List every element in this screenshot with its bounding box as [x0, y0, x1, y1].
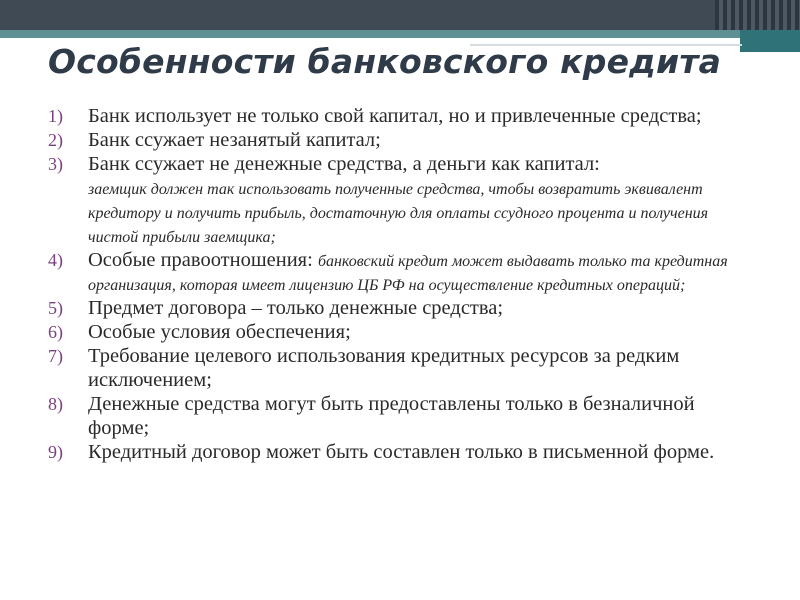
list-item [48, 392, 760, 440]
header-bar [0, 0, 800, 30]
item-note: банковский кредит может выдавать только та кредитная организация, которая имеет лицензию ЦБ РФ на осуществление кредитных операций; [88, 253, 728, 294]
item-body [88, 152, 760, 248]
item-number: 1) [48, 106, 63, 126]
item-number: 2) [48, 130, 63, 150]
list-item [48, 104, 760, 128]
item-number: 7) [48, 346, 63, 366]
item-text: Денежные средства могут быть предоставлены только в безналичной форме; [88, 393, 695, 439]
list-item [48, 128, 760, 152]
item-text: Требование целевого использования кредитных ресурсов за редким исключением; [88, 345, 680, 391]
item-number: 9) [48, 442, 63, 462]
teal-corner-block [740, 30, 800, 52]
header-accent-stripes [715, 0, 800, 30]
item-number: 8) [48, 394, 63, 414]
item-number: 5) [48, 298, 63, 318]
list-item [48, 320, 760, 344]
features-list [48, 104, 760, 464]
item-number: 4) [48, 250, 63, 270]
list-item [48, 248, 760, 296]
item-text: Банк ссужает незанятый капитал; [88, 129, 381, 151]
item-text: Кредитный договор может быть составлен только в письменной форме. [88, 441, 715, 463]
item-text: Банк использует не только свой капитал, но и привлеченные средства; [88, 105, 702, 127]
teal-band [0, 30, 800, 38]
item-text: Особые условия обеспечения; [88, 321, 351, 343]
item-text: Предмет договора – только денежные средства; [88, 297, 504, 319]
item-text: Банк ссужает не денежные средства, а деньги как капитал: [88, 153, 600, 175]
item-number: 6) [48, 322, 63, 342]
item-text: Особые правоотношения: [88, 249, 313, 271]
item-body [88, 248, 760, 296]
item-note: заемщик должен так использовать полученные средства, чтобы возвратить эквивалент кредитору и получить прибыль, достаточную для оплаты ссудного процента и получения чистой прибыли заемщика; [88, 181, 709, 246]
slide-title: Особенности банковского кредита [48, 42, 722, 81]
list-item [48, 296, 760, 320]
item-number: 3) [48, 154, 63, 174]
list-item [48, 344, 760, 392]
list-item [48, 152, 760, 248]
list-item [48, 440, 760, 464]
